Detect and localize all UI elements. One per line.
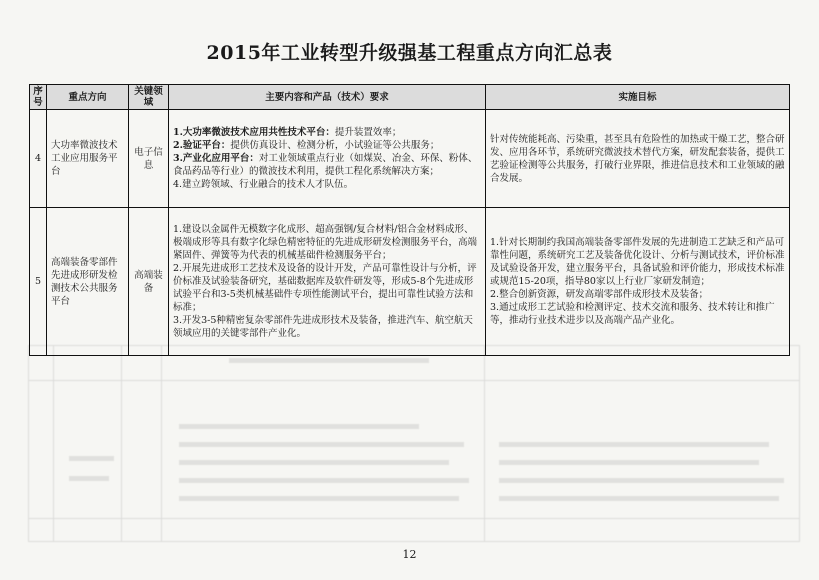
row-direction: 高端装备零部件先进成形研发检测技术公共服务平台 (47, 208, 129, 356)
table-row (30, 208, 790, 356)
row-field: 高端装备 (129, 208, 169, 356)
row-goal (486, 208, 790, 356)
content-item: 3.开发3-5种精密复杂零部件先进成形技术及装备，推进汽车、航空航天领域应用的关键零部件产业化。 (173, 315, 473, 339)
page-number: 12 (402, 548, 417, 561)
header-field: 关键领域 (129, 85, 169, 110)
header-direction: 重点方向 (47, 85, 129, 110)
header-content: 主要内容和产品（技术）要求 (169, 85, 486, 110)
row-content (169, 110, 486, 208)
content-item: 2.开展先进成形工艺技术及设备的设计开发，产品可靠性设计与分析，评价标准及试验装备研究，基础数据库及软件研发等，形成5-8个先进成形试验平台和3-5类机械基础件专项性能测试平台，提出可靠性试验方法和标准； (173, 263, 477, 313)
goal-item: 3.通过成形工艺试验和检测评定、技术交流和服务、技术转让和推广等，推动行业技术进步以及高端产品产业化。 (490, 302, 775, 326)
table-row (30, 110, 790, 208)
bleed-through-ghost (28, 345, 800, 542)
goal-item: 2.整合创新资源，研发高端零部件成形技术及装备； (490, 289, 709, 300)
content-item: 1.建设以金属件无模数字化成形、超高强钢/复合材料/铝合金材料成形、极端成形等具有数字化绿色精密特征的先进成形研发检测服务平台，高端紧固件、弹簧等为代表的机械基础件检测服务平台； (173, 224, 478, 261)
content-item: 4.建立跨领域、行业融合的技术人才队伍。 (173, 179, 354, 190)
content-item: 2.验证平台：提供仿真设计、检测分析，小试验证等公共服务； (173, 140, 440, 151)
content-item: 3.产业化应用平台：对工业领域重点行业（如煤炭、冶金、环保、粉体、食品药品等行业）的微波技术利用，提供工程化系统解决方案； (173, 153, 478, 177)
goal-item: 1.针对长期制约我国高端装备零部件发展的先进制造工艺缺乏和产品可靠性问题，系统研究工艺及装备优化设计、分析与测试技术，评价标准及试验设备开发，建立服务平台，具备试验和评价能力，形成技术标准或规范15-20项，指导80家以上行业厂家研发制造； (490, 237, 785, 287)
row-content (169, 208, 486, 356)
page-title: 2015年工业转型升级强基工程重点方向汇总表 (206, 42, 613, 64)
row-num: 5 (30, 208, 47, 356)
header-goal: 实施目标 (486, 85, 790, 110)
content-item: 1.大功率微波技术应用共性技术平台：提升装置效率； (173, 127, 402, 138)
header-num: 序号 (30, 85, 47, 110)
row-goal: 针对传统能耗高、污染重，甚至具有危险性的加热或干燥工艺，整合研发、应用各环节，系统研究微波技术替代方案，研发配套装备，提供工艺验证检测等公共服务，打破行业界限，推进信息技术和工业领域的融合发展。 (486, 110, 790, 208)
row-field: 电子信息 (129, 110, 169, 208)
row-num: 4 (30, 110, 47, 208)
row-direction: 大功率微波技术工业应用服务平台 (47, 110, 129, 208)
key-directions-table (29, 84, 790, 356)
table-header-row (30, 85, 790, 110)
